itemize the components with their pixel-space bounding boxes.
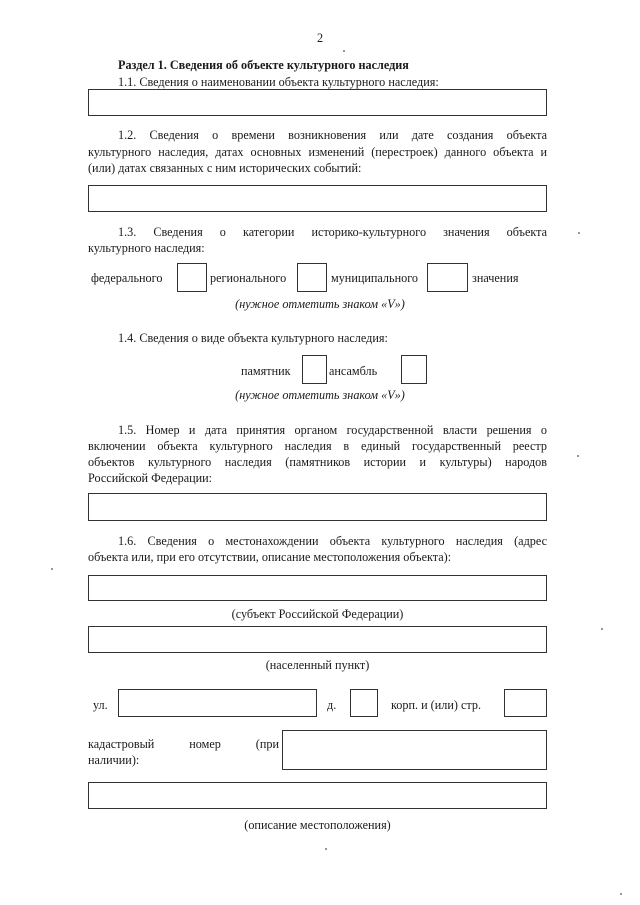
- scan-speck: [577, 455, 579, 457]
- street-field[interactable]: [118, 689, 317, 717]
- category-federal-checkbox[interactable]: [177, 263, 207, 292]
- scan-speck: [620, 893, 622, 895]
- type-hint: (нужное отметить знаком «V»): [235, 388, 405, 402]
- type-monument-checkbox[interactable]: [302, 355, 327, 384]
- s1-4-text: 1.4. Сведения о виде объекта культурного наследия:: [118, 331, 388, 345]
- street-label: ул.: [93, 698, 108, 712]
- object-name-field[interactable]: [88, 89, 547, 116]
- type-monument-label: памятник: [241, 364, 291, 378]
- scan-speck: [51, 568, 53, 570]
- settlement-caption: (населенный пункт): [265, 658, 370, 672]
- scan-speck: [343, 50, 345, 52]
- s1-1-text: 1.1. Сведения о наименовании объекта культурного наследия:: [118, 75, 439, 89]
- registry-decision-field[interactable]: [88, 493, 547, 521]
- s1-3-line2: культурного наследия:: [88, 241, 205, 255]
- scan-speck: [578, 232, 580, 234]
- s1-5-line4: Российской Федерации:: [88, 471, 213, 485]
- category-municipal-checkbox[interactable]: [427, 263, 468, 292]
- type-ensemble-label: ансамбль: [329, 364, 378, 378]
- category-regional-checkbox[interactable]: [297, 263, 327, 292]
- s1-2-line2: культурного наследия, датах основных изменений (перестроек) данного объекта и: [88, 145, 547, 159]
- s1-2-line1: 1.2. Сведения о времени возникновения или дате создания объекта: [118, 128, 547, 142]
- s1-5-line3: объектов культурного наследия (памятников истории и культуры) народов: [88, 455, 547, 469]
- scan-speck: [601, 628, 603, 630]
- category-regional-label: регионального: [210, 271, 287, 285]
- type-ensemble-checkbox[interactable]: [401, 355, 427, 384]
- subject-caption: (субъект Российской Федерации): [231, 607, 404, 621]
- category-hint: (нужное отметить знаком «V»): [235, 297, 405, 311]
- cadastral-label-line1: кадастровый номер (при: [88, 737, 279, 751]
- s1-5-line2: включении объекта культурного наследия в единый государственный реестр: [88, 439, 547, 453]
- category-federal-label: федерального: [91, 271, 163, 285]
- section-title: Раздел 1. Сведения об объекте культурного наследия: [118, 58, 409, 72]
- cadastral-number-field[interactable]: [282, 730, 547, 770]
- s1-2-line3: (или) датах связанных с ним исторических событий:: [88, 161, 362, 175]
- s1-5-line1: 1.5. Номер и дата принятия органом государственной власти решения о: [118, 423, 547, 437]
- page-number: 2: [316, 31, 324, 45]
- house-label: д.: [327, 698, 337, 712]
- s1-6-line1: 1.6. Сведения о местонахождении объекта культурного наследия (адрес: [118, 534, 547, 548]
- house-field[interactable]: [350, 689, 378, 717]
- cadastral-label-line2: наличии):: [88, 753, 140, 767]
- building-label: корп. и (или) стр.: [391, 698, 481, 712]
- location-caption: (описание местоположения): [244, 818, 391, 832]
- subject-field[interactable]: [88, 575, 547, 601]
- scan-speck: [325, 848, 327, 850]
- location-description-field[interactable]: [88, 782, 547, 809]
- category-suffix: значения: [472, 271, 519, 285]
- category-municipal-label: муниципального: [331, 271, 418, 285]
- s1-6-line2: объекта или, при его отсутствии, описание местоположения объекта):: [88, 550, 452, 564]
- settlement-field[interactable]: [88, 626, 547, 653]
- creation-date-field[interactable]: [88, 185, 547, 212]
- s1-3-line1: 1.3. Сведения о категории историко-культурного значения объекта: [118, 225, 547, 239]
- building-field[interactable]: [504, 689, 547, 717]
